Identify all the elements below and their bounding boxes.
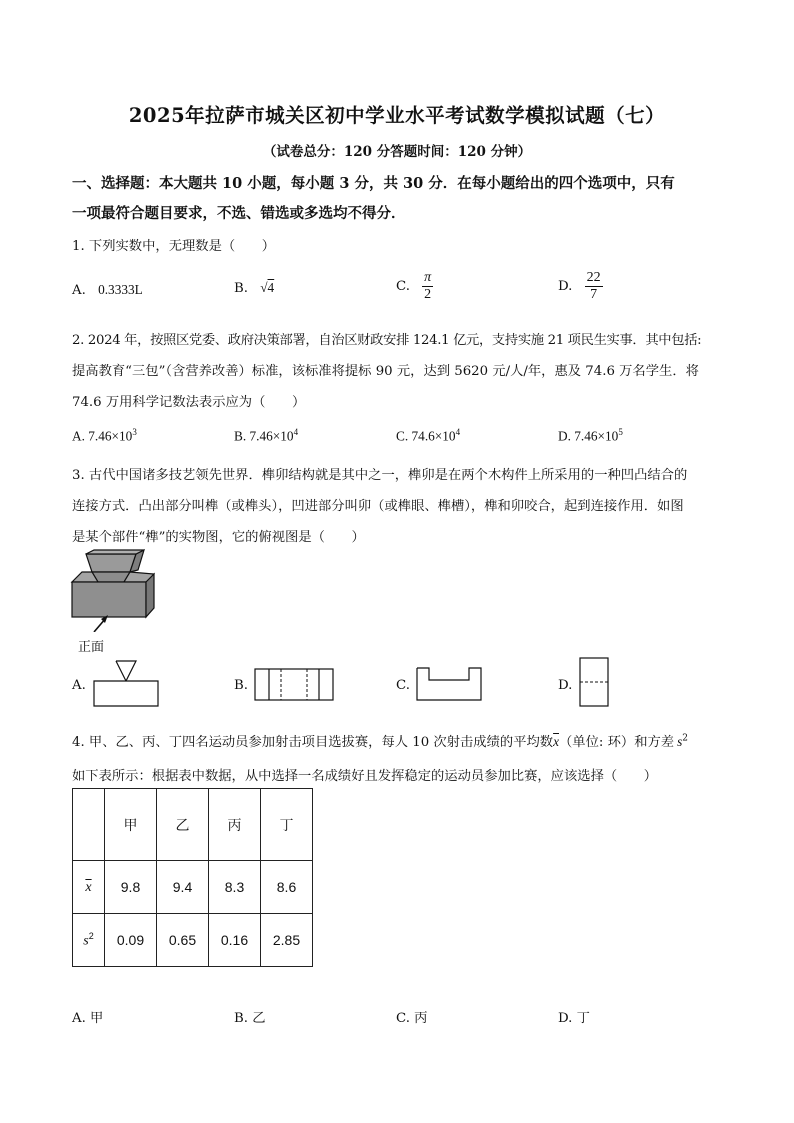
q3-option-d-figure[interactable] <box>578 656 610 710</box>
variance-symbol: s <box>677 734 683 749</box>
score-table <box>72 788 313 967</box>
q2-option-a-exponent: 3 <box>132 427 137 437</box>
exam-subtitle: （试卷总分：120 分答题时间：120 分钟） <box>262 144 532 160</box>
base-side-face <box>146 574 154 617</box>
q4-option-c[interactable]: C. 丙 <box>396 1011 428 1026</box>
q2-option-b-exponent: 4 <box>293 427 299 437</box>
q2-option-c-exponent: 4 <box>455 427 461 437</box>
sqrt-symbol: √4 <box>260 280 275 295</box>
mean-row-header <box>73 861 105 914</box>
exam-title: 2025年拉萨市城关区初中学业水平考试数学模拟试题（七） <box>128 104 666 127</box>
question-4-line1 <box>72 731 688 750</box>
q3-option-a-figure[interactable] <box>92 659 160 709</box>
question-2-line1: 2. 2024 年，按照区党委、政府决策部署，自治区财政安排 124.1 亿元，支持实施 21 项民生实事．其中包括: <box>72 333 702 348</box>
question-4-line2: 如下表所示：根据表中数据，从中选择一名成绩好且发挥稳定的运动员参加比赛，应该选择（ ） <box>72 769 658 784</box>
question-2-line2: 提高教育“三包”（含营养改善）标准，该标准将提标 90 元，达到 5620 元/人/年，惠及 74.6 万名学生．将 <box>72 364 699 379</box>
q1-option-d-numerator: 22 <box>586 270 601 285</box>
mean-symbol: $\overline{x}$ <box>553 734 559 749</box>
q1-option-d-label: D. <box>558 279 573 294</box>
q1-option-b[interactable] <box>234 280 274 296</box>
q2-option-a[interactable] <box>72 427 137 444</box>
variance-symbol-cell: s <box>83 933 89 949</box>
q4-option-a[interactable]: A. 甲 <box>72 1011 104 1026</box>
table-cell: 8.6 <box>261 861 313 914</box>
q2-option-c-text: C. 74.6×10 <box>396 428 456 444</box>
q1-option-c-numerator: π <box>424 270 432 285</box>
question-2-line3: 74.6 万用科学记数法表示应为（ ） <box>72 395 306 410</box>
variance-exponent: 2 <box>682 733 689 744</box>
question-3-line1: 3. 古代中国诸多技艺领先世界．榫卯结构就是其中之一，榫卯是在两个木构件上所采用的一种凹凸结合的 <box>72 468 688 483</box>
q3-option-d-label[interactable]: D. <box>558 678 573 693</box>
tenon-3d-figure <box>68 548 168 632</box>
q2-option-c[interactable] <box>396 427 460 444</box>
question-4-line1-mid: （单位: 环）和方差 <box>559 735 675 750</box>
table-row <box>73 789 313 861</box>
table-header-cell: 丙 <box>209 789 261 861</box>
table-corner-cell <box>73 789 105 861</box>
q3-option-c-label[interactable]: C. <box>396 678 410 693</box>
question-4-line1-pre: 4. 甲、乙、丙、丁四名运动员参加射击项目选拔赛，每人 10 次射击成绩的平均数 <box>72 735 554 750</box>
q3-option-a-label[interactable]: A. <box>72 678 86 693</box>
q2-option-b-text: B. 7.46×10 <box>234 428 294 444</box>
q1-option-a[interactable] <box>72 282 143 298</box>
table-cell: 0.09 <box>105 914 157 967</box>
table-header-cell: 甲 <box>105 789 157 861</box>
table-cell: 2.85 <box>261 914 313 967</box>
q4-option-b[interactable]: B. 乙 <box>234 1011 266 1026</box>
table-cell: 9.8 <box>105 861 157 914</box>
q3-option-b-figure[interactable] <box>253 667 337 703</box>
q1-option-c-fraction <box>422 270 433 303</box>
variance-row-header <box>73 914 105 967</box>
q1-option-a-value: 0.3333L <box>98 282 143 297</box>
base-front-face <box>72 582 146 617</box>
q2-option-a-text: A. 7.46×10 <box>72 428 133 444</box>
q2-option-d[interactable] <box>558 427 623 444</box>
question-3-line2: 连接方式．凸出部分叫榫（或榫头），凹进部分叫卯（或榫眼、榫槽），榫和卯咬合，起到连接作用．如图 <box>72 499 684 514</box>
table-row <box>73 914 313 967</box>
section-instructions-line2: 一项最符合题目要求，不选、错选或多选均不得分． <box>72 205 406 222</box>
q4-option-d[interactable]: D. 丁 <box>558 1011 590 1026</box>
tenon-cap <box>86 550 144 554</box>
front-view-label: 正面 <box>78 640 105 655</box>
q3-option-b-label[interactable]: B. <box>234 678 248 693</box>
q1-option-d-fraction <box>585 270 603 303</box>
q2-option-b[interactable] <box>234 427 298 444</box>
table-header-cell: 丁 <box>261 789 313 861</box>
q1-option-c[interactable] <box>396 270 433 303</box>
tenon-top-face <box>86 554 136 572</box>
q2-option-d-exponent: 5 <box>618 427 623 437</box>
q1-option-c-denominator: 2 <box>424 287 432 302</box>
q1-option-a-label: A. <box>72 283 86 298</box>
section-instructions-line1: 一、选择题：本大题共 10 小题，每小题 3 分，共 30 分．在每小题给出的四个选项中，只有 <box>72 175 675 192</box>
question-3-line3: 是某个部件“榫”的实物图，它的俯视图是（ ） <box>72 530 365 545</box>
table-cell: 9.4 <box>157 861 209 914</box>
table-header-cell: 乙 <box>157 789 209 861</box>
q1-option-c-label: C. <box>396 279 410 294</box>
q1-option-d[interactable] <box>558 270 603 303</box>
mean-symbol-cell: $\overline{x}$ <box>85 880 92 895</box>
table-row <box>73 861 313 914</box>
q1-option-b-label: B. <box>234 281 248 296</box>
q2-option-d-text: D. 7.46×10 <box>558 428 619 444</box>
q1-option-b-value: 4 <box>267 280 275 295</box>
q3-option-c-figure[interactable] <box>415 666 485 704</box>
table-cell: 0.65 <box>157 914 209 967</box>
q1-option-d-denominator: 7 <box>590 287 598 302</box>
table-cell: 0.16 <box>209 914 261 967</box>
question-1-stem: 1. 下列实数中，无理数是（ ） <box>72 239 276 254</box>
variance-exponent-cell: 2 <box>88 930 94 941</box>
table-cell: 8.3 <box>209 861 261 914</box>
